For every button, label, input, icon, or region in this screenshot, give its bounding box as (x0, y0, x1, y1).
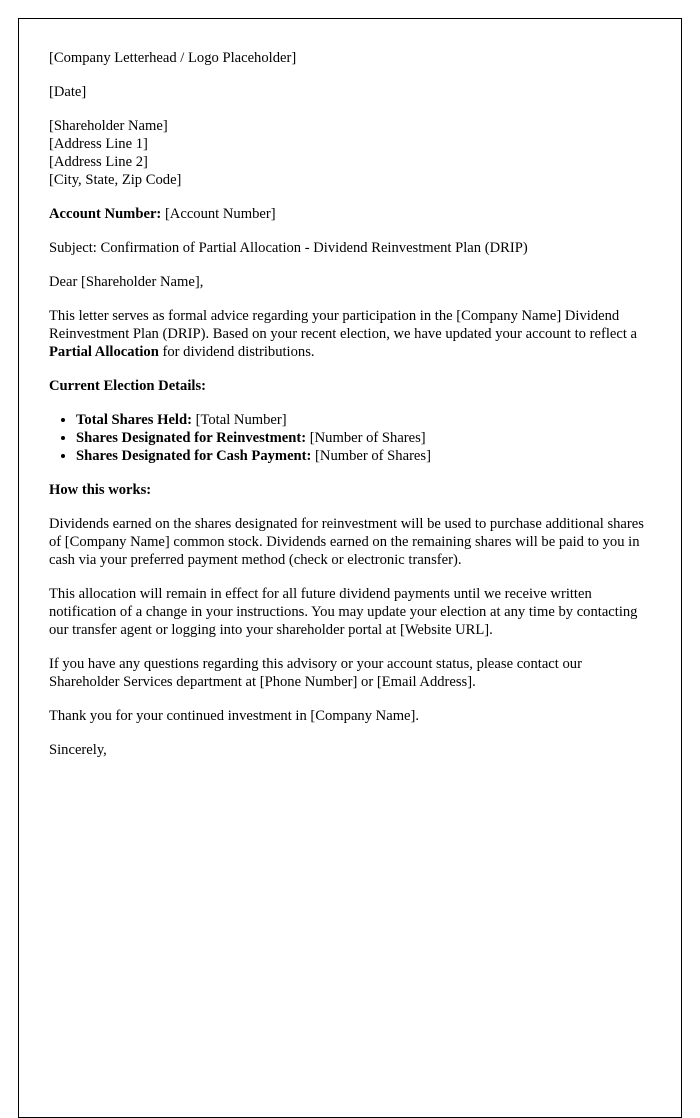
total-shares-label: Total Shares Held: (76, 412, 192, 428)
intro-text-end: for dividend distributions. (162, 344, 315, 360)
letter-page (18, 18, 682, 1118)
account-number-value: [Account Number] (164, 206, 276, 222)
reinvestment-explanation-paragraph: Dividends earned on the shares designated for reinvestment will be used to purchase additional shares of [Company Name] common stock. Dividends earned on the remaining shares will be paid to you in cash via your preferred payment method (check or electronic transfer). (49, 516, 644, 568)
list-item (76, 429, 648, 447)
contact-questions-paragraph: If you have any questions regarding this advisory or your account status, please contact our Shareholder Services department at [Phone Number] or [Email Address]. (49, 656, 582, 690)
list-item (76, 447, 648, 465)
recipient-name: [Shareholder Name] (49, 118, 168, 134)
date-line: [Date] (49, 84, 87, 100)
intro-paragraph (49, 307, 648, 361)
intro-text-start: This letter serves as formal advice regarding your participation in the [Company Name] Dividend Reinvestment Plan (DRIP). Based on your recent election, we have updated your account to reflect a (49, 308, 638, 342)
recipient-address-line-1: [Address Line 1] (49, 136, 148, 152)
election-details-heading: Current Election Details: (49, 378, 206, 394)
reinvestment-shares-value: [Number of Shares] (309, 430, 426, 446)
partial-allocation-emphasis: Partial Allocation (49, 344, 159, 360)
closing-line: Sincerely, (49, 742, 107, 758)
recipient-address-line-2: [Address Line 2] (49, 154, 148, 170)
recipient-city-state-zip: [City, State, Zip Code] (49, 172, 182, 188)
recipient-address-block (49, 117, 648, 189)
subject-line: Subject: Confirmation of Partial Allocation - Dividend Reinvestment Plan (DRIP) (49, 240, 528, 256)
account-number-label: Account Number: (49, 206, 162, 222)
total-shares-value: [Total Number] (195, 412, 287, 428)
allocation-duration-paragraph: This allocation will remain in effect for all future dividend payments until we receive written notification of a change in your instructions. You may update your election at any time by contacting our transfer agent or logging into your shareholder portal at [Website URL]. (49, 586, 638, 638)
reinvestment-shares-label: Shares Designated for Reinvestment: (76, 430, 307, 446)
election-details-list (49, 411, 648, 465)
salutation: Dear [Shareholder Name], (49, 274, 204, 290)
cash-payment-shares-label: Shares Designated for Cash Payment: (76, 448, 312, 464)
letterhead-placeholder: [Company Letterhead / Logo Placeholder] (49, 50, 297, 66)
thank-you-paragraph: Thank you for your continued investment in [Company Name]. (49, 708, 420, 724)
list-item (76, 411, 648, 429)
how-it-works-heading: How this works: (49, 482, 152, 498)
cash-payment-shares-value: [Number of Shares] (315, 448, 431, 464)
account-number-line (49, 205, 648, 223)
